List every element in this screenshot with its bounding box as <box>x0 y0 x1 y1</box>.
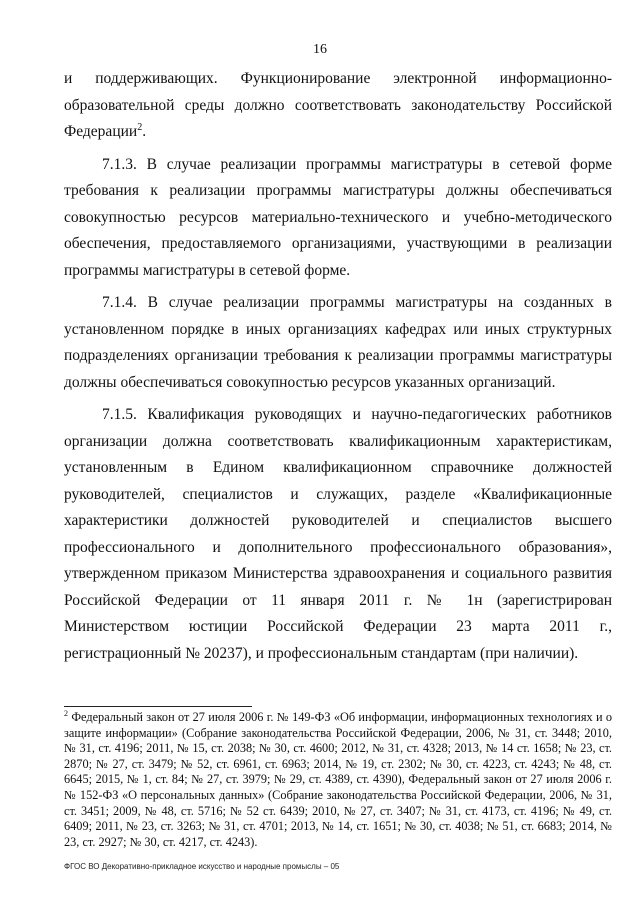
document-body <box>64 66 612 673</box>
footnote-reference: 2 <box>137 121 143 133</box>
footnote <box>64 710 612 850</box>
page-number: 16 <box>313 42 327 57</box>
document-footer: ФГОС ВО Декоративно-прикладное искусство и народные промыслы – 05 <box>64 862 340 871</box>
footnote-marker: 2 <box>64 708 68 718</box>
paragraph-continuation <box>64 66 612 146</box>
footnote-text: Федеральный закон от 27 июля 2006 г. № 149-ФЗ «Об информации, информационных технологиях и о защите информации» (Собрание законодательства Российской Федерации, 2006, № 31, ст. 3448; 2010, № 31, ст. 4196; 2011, № 15, ст. 2038; № 30, ст. 4600; 2012, № 31, ст. 4328; 2013, № 14 ст. 1658; № 23, ст. 2870; № 27, ст. 3479; № 52, ст. 6961, ст. 6963; 2014, № 19, ст. 2302; № 30, ст. 4223, ст. 4243; № 48, ст. 6645; 2015, № 1, ст. 84; № 27, ст. 3979; № 29, ст. 4389, ст. 4390), Федеральный закон от 27 июля 2006 г. № 152-ФЗ «О персональных данных» (Собрание законодательства Российской Федерации, 2006, № 31, ст. 3451; 2009, № 48, ст. 5716; № 52 ст. 6439; 2010, № 27, ст. 3407; № 31, ст. 4173, ст. 4196; № 49, ст. 6409; 2011, № 23, ст. 3263; № 31, ст. 4701; 2013, № 14, ст. 1651; № 30, ст. 4038; № 51, ст. 6683; 2014, № 23, ст. 2927; № 30, ст. 4217, ст. 4243). <box>64 710 613 849</box>
paragraph-7-1-5: 7.1.5. Квалификация руководящих и научно-педагогических работников организации должна соответствовать квалификационным характеристикам, установленным в Едином квалификационном справочнике должностей руководителей, специалистов и служащих, разделе «Квалификационные характеристики должностей руководителей и специалистов высшего профессионального и дополнительного профессионального образования», утвержденном приказом Министерства здравоохранения и социального развития Российской Федерации от 11 января 2011 г. № 1н (зарегистрирован Министерством юстиции Российской Федерации 23 марта 2011 г., регистрационный № 20237), и профессиональным стандартам (при наличии). <box>64 406 612 662</box>
paragraph-tail: . <box>142 123 147 140</box>
paragraph-7-1-3: 7.1.3. В случае реализации программы магистратуры в сетевой форме требования к реализации программы магистратуры должны обеспечиваться совокупностью ресурсов материально-технического и учебно-методического обеспечения, предоставляемого организациями, участвующими в реализации программы магистратуры в сетевой форме. <box>64 155 612 279</box>
paragraph-7-1-4: 7.1.4. В случае реализации программы магистратуры на созданных в установленном порядке в иных организациях кафедрах или иных структурных подразделениях организации требования к реализации программы магистратуры должны обеспечиваться совокупностью ресурсов указанных организаций. <box>64 294 612 391</box>
paragraph-text: и поддерживающих. Функционирование электронной информационно-образовательной среды должно соответствовать законодательству Российской Федерации <box>64 70 612 140</box>
footnote-divider <box>64 706 252 707</box>
